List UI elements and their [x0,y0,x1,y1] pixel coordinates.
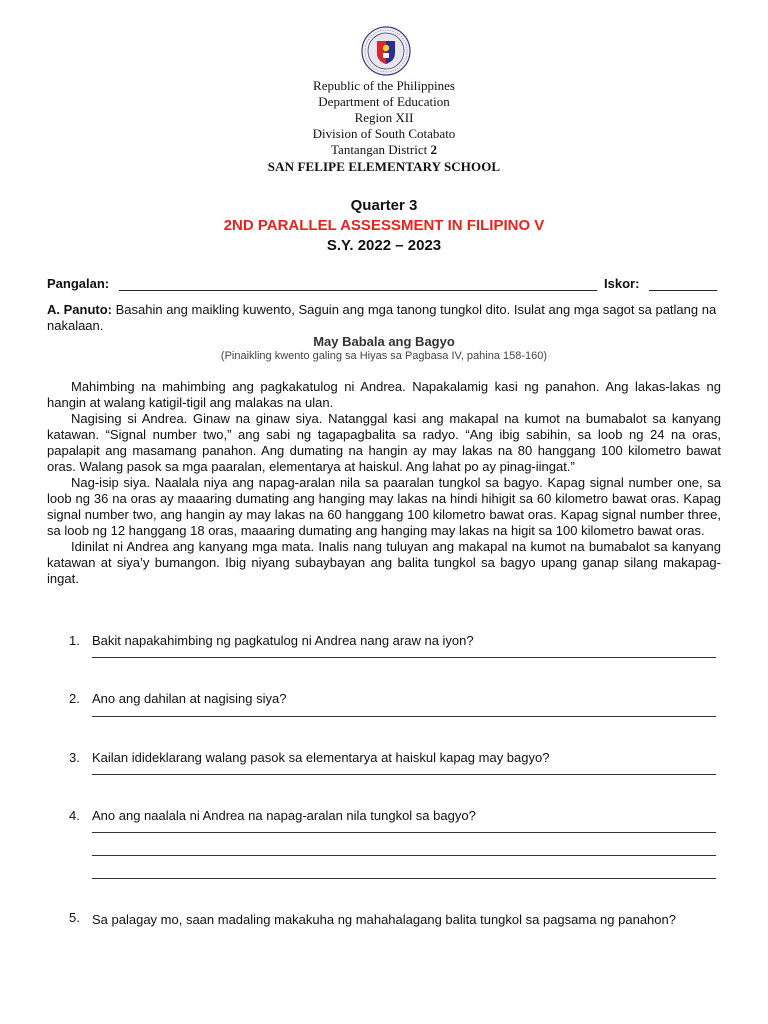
header-school-name: SAN FELIPE ELEMENTARY SCHOOL [267,159,501,174]
instructions-label: A. Panuto: [47,302,112,317]
story-title: May Babala ang Bagyo [313,334,455,349]
deped-seal-logo [361,26,411,76]
school-header [0,78,768,175]
quarter-title: Quarter 3 [350,197,418,214]
question-number: 2. [69,691,80,706]
story-paragraph: Nag-isip siya. Naalala niya ang napag-aralan nila sa paaralan tungkol sa bagyo. Kapag signal number one, sa loob ng 36 na oras ay maaaring dumating ang hanging may lakas na hindi hihigit sa 60 kilometro bawat oras. Kapag signal number two, ang hangin ay may lakas na 60 hanggang 100 kilometro bawat oras. Kapag signal number three, sa loob ng 12 hanggang 18 oras, maaaring dumating ang hanging may lakas na higit sa 100 kilometro bawat oras. [47,475,721,538]
score-blank-line[interactable] [649,290,717,291]
question-text: Sa palagay mo, saan madaling makakuha ng mahahalagang balita tungkol sa pagsama ng panahon? [92,912,676,927]
name-blank-line[interactable] [119,290,597,291]
question-text: Kailan idideklarang walang pasok sa elementarya at haiskul kapag may bagyo? [92,750,550,765]
school-year: S.Y. 2022 – 2023 [326,237,442,254]
question-number: 5. [69,910,80,925]
header-district-number: 2 [430,142,437,157]
header-district-prefix: Tantangan District [331,142,431,157]
story-paragraph: Mahimbing na mahimbing ang pagkakatulog ni Andrea. Napakalamig kasi ng panahon. Ang lakas-lakas ng hangin at walang katigil-tigil ang malakas na ulan. [47,379,721,410]
assessment-titles [0,196,768,256]
question-number: 1. [69,633,80,648]
question-text: Ano ang naalala ni Andrea na napag-aralan nila tungkol sa bagyo? [92,808,476,823]
header-department: Department of Education [318,94,450,109]
question-number: 4. [69,808,80,823]
answer-line[interactable] [92,855,716,856]
answer-line[interactable] [92,878,716,879]
instructions-text: Basahin ang maikling kuwento, Saguin ang mga tanong tungkol dito. Isulat ang mga sagot sa patlang na nakalaan. [47,302,717,333]
header-division: Division of South Cotabato [312,126,456,141]
instructions [47,302,717,334]
score-label: Iskor: [604,276,640,291]
answer-line[interactable] [92,774,716,775]
header-republic: Republic of the Philippines [313,78,455,93]
story-source: (Pinaikling kwento galing sa Hiyas sa Pagbasa IV, pahina 158-160) [220,350,548,362]
story-paragraph: Idinilat ni Andrea ang kanyang mga mata. Inalis nang tuluyan ang makapal na kumot na bumabalot sa kanyang katawan at siya’y bumangon. Ibig niyang subaybayan ang balita tungkol sa bagyo upang ganap silang makapag-ingat. [47,539,721,586]
question-text: Bakit napakahimbing ng pagkatulog ni Andrea nang araw na iyon? [92,633,474,648]
answer-line[interactable] [92,716,716,717]
answer-line[interactable] [92,832,716,833]
header-district [0,142,768,158]
story-paragraph: Nagising si Andrea. Ginaw na ginaw siya. Natanggal kasi ang makapal na kumot na bumabalot sa kanyang katawan. “Signal number two,” ang sabi ng tagapagbalita sa radyo. “Ang ibig sabihin, sa loob ng 24 na oras, papalapit ang masamang panahon. Ang dumating na hangin ay may lakas na 80 hanggang 100 kilometro bawat oras. Walang pasok sa mga paaralan, elementarya at haiskul. Ang lahat po ay pinag-iingat.” [47,411,721,474]
name-label: Pangalan: [47,276,110,291]
answer-line[interactable] [92,657,716,658]
question-number: 3. [69,750,80,765]
story-body [47,379,721,587]
assessment-title: 2ND PARALLEL ASSESSMENT IN FILIPINO V [223,217,545,234]
question-text: Ano ang dahilan at nagising siya? [92,691,287,706]
score-field [604,276,639,291]
name-score-row [47,276,727,291]
header-region: Region XII [354,110,414,125]
